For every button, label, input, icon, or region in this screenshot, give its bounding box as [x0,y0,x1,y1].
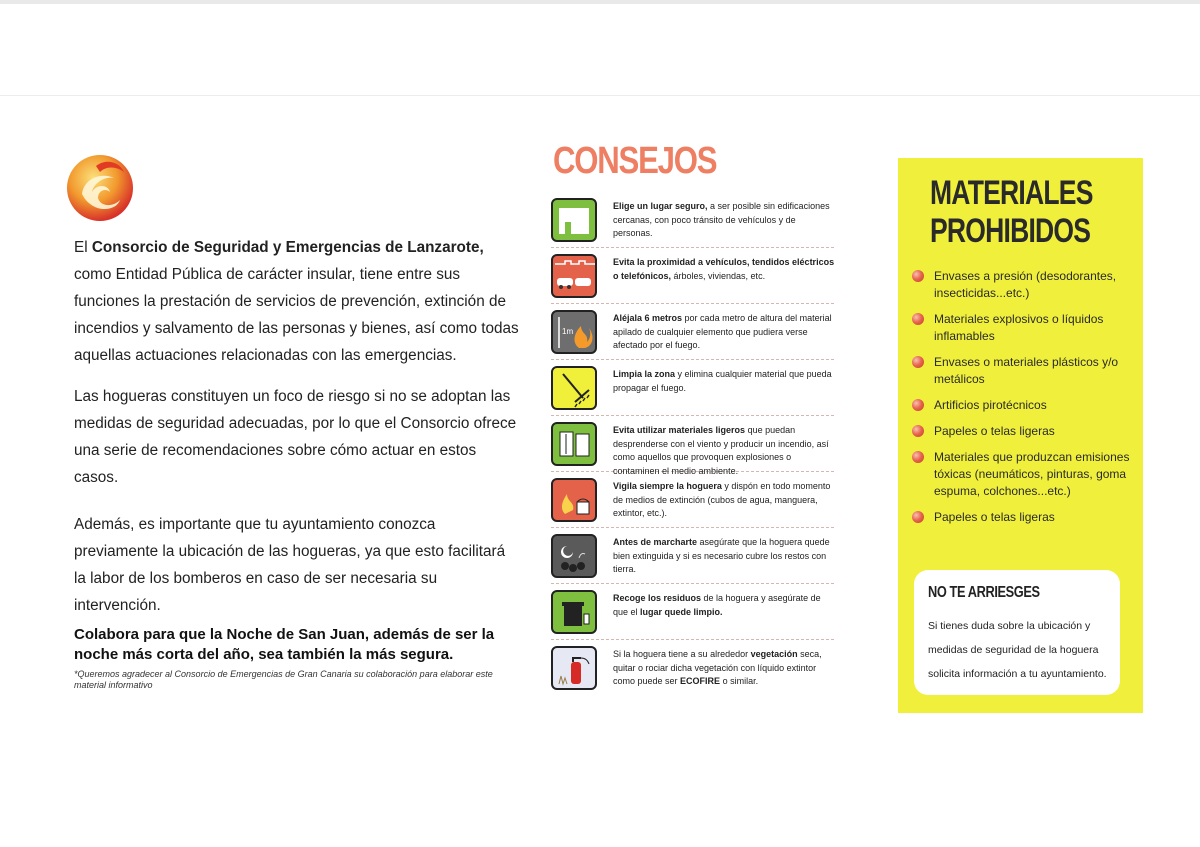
tip-item [551,364,834,416]
tip-item [551,252,834,304]
tip-text: Si la hoguera tiene a su alrededor vegetación seca, quitar o rociar dicha vegetación con líquido extintor como puede ser ECOFIRE o similar. [613,649,822,686]
consorcio-logo-icon [62,148,138,224]
prohibited-material-item [912,449,1137,500]
prohibited-material-label: Envases a presión (desodorantes, insecticidas...etc.) [934,269,1117,300]
intro-paragraph: El Consorcio de Seguridad y Emergencias de Lanzarote, como Entidad Pública de carácter insular, tiene entre sus funciones la prestación de servicios de prevención, extinción de incendios y salvamento de las personas y bienes, así como todas aquellas actuaciones relacionadas con las emergencias. [74,239,519,364]
tip-text: Elige un lugar seguro, a ser posible sin edificaciones cercanas, con poco tránsito de vehículos y de personas. [613,201,830,238]
tip-item [551,476,834,528]
tip-text: Vigila siempre la hoguera y dispón en todo momento de medios de extinción (cubos de agua, manguera, extintor, etc.). [613,481,831,518]
height-marker: 1m [562,327,574,336]
tip-item [551,196,834,248]
warning-title: NO TE ARRIESGES [928,584,1040,601]
prohibited-material-item [912,311,1137,345]
prohibited-material-label: Papeles o telas ligeras [934,510,1055,524]
warning-box [914,570,1120,695]
bullet-icon [912,425,924,437]
tips-list [551,196,834,699]
tip-item [551,532,834,584]
vehicles-icon [551,254,597,298]
tip-text: Aléjala 6 metros por cada metro de altura del material apilado de cualquier elemento que pudiera verse afectado por el fuego. [613,313,832,350]
intro-column [74,234,520,691]
prohibited-material-item [912,268,1137,302]
bullet-icon [912,399,924,411]
light-materials-icon [551,422,597,466]
watch-fire-icon [551,478,597,522]
prohibited-material-label: Papeles o telas ligeras [934,424,1055,438]
distance-fire-icon [551,310,597,354]
prohibited-material-item [912,397,1137,414]
prohibited-material-label: Artificios pirotécnicos [934,398,1047,412]
tip-item [551,644,834,695]
safe-place-icon [551,198,597,242]
risk-paragraph: Las hogueras constituyen un foco de riesgo si no se adoptan las medidas de seguridad adecuadas, por lo que el Consorcio ofrece una serie de recomendaciones sobre cómo actuar en estos casos. [74,388,517,486]
tip-text: Recoge los residuos de la hoguera y asegúrate de que el lugar quede limpio. [613,593,821,617]
bullet-icon [912,270,924,282]
prohibited-materials-panel [898,158,1143,713]
bullet-icon [912,511,924,523]
tip-text: Limpia la zona y elimina cualquier material que pueda propagar el fuego. [613,369,832,393]
consorcio-name: Consorcio de Seguridad y Emergencias de Lanzarote, [91,239,484,256]
ayuntamiento-paragraph: Además, es importante que tu ayuntamiento conozca previamente la ubicación de las hogueras, ya que esto facilitará la labor de los bomberos en caso de ser necesaria su intervención. [74,516,506,614]
extinguished-fire-icon [551,534,597,578]
consejos-title: CONSEJOS [553,140,717,182]
collaborate-message: Colabora para que la Noche de San Juan, además de ser la noche más corta del año, sea también la más segura. [74,626,495,663]
bullet-icon [912,313,924,325]
trash-bin-icon [551,590,597,634]
prohibited-material-item [912,509,1137,526]
tip-text: Evita utilizar materiales ligeros que puedan desprenderse con el viento y producir un incendio, así como aquellos que provoquen explosiones o contaminen el medio ambiente. [613,425,829,476]
bullet-icon [912,451,924,463]
extinguisher-icon [551,646,597,690]
scan-edge [0,0,1200,4]
prohibited-material-label: Envases o materiales plásticos y/o metálicos [934,355,1119,386]
tip-item [551,308,834,360]
tip-text: Evita la proximidad a vehículos, tendidos eléctricos o telefónicos, árboles, viviendas, etc. [613,257,835,281]
tip-text: Antes de marcharte asegúrate que la hoguera quede bien extinguida y si es necesario cubre los restos con tierra. [613,537,830,574]
bullet-icon [912,356,924,368]
tip-item [551,588,834,640]
prohibited-material-label: Materiales explosivos o líquidos inflamables [934,312,1104,343]
prohibited-material-item [912,423,1137,440]
tip-item [551,420,834,476]
prohibited-materials-title: MATERIALES PROHIBIDOS [930,174,1093,250]
prohibited-materials-list [912,268,1137,535]
thanks-note: *Queremos agradecer al Consorcio de Emergencias de Gran Canaria su colaboración para elaborar este material informativo [74,669,493,690]
prohibited-material-item [912,354,1137,388]
warning-text: Si tienes duda sobre la ubicación y medidas de seguridad de la hoguera solicita información a tu ayuntamiento. [928,620,1107,680]
prohibited-material-label: Materiales que produzcan emisiones tóxicas (neumáticos, pinturas, goma espuma, colchones...etc.) [934,450,1130,498]
rake-icon [551,366,597,410]
fold-line [0,95,1200,96]
